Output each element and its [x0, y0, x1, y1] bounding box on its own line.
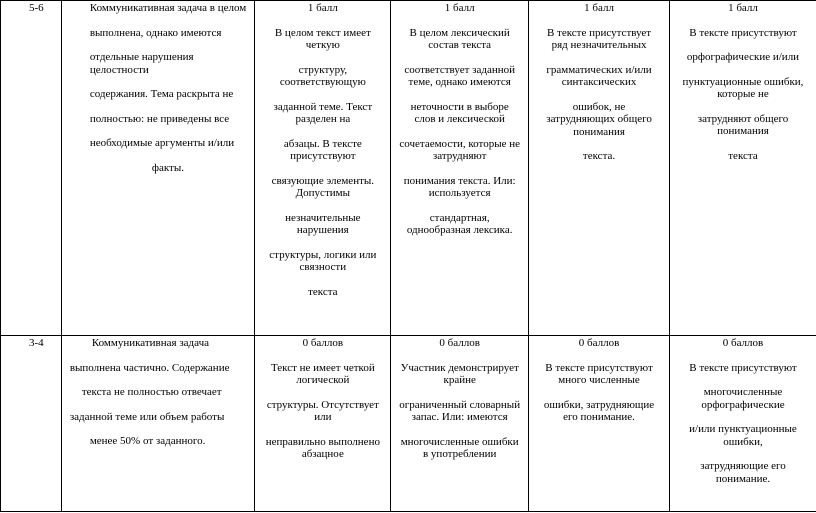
cell-line: структуру, — [298, 63, 348, 76]
cell-line: заданной теме или объем работы — [69, 410, 225, 423]
cell-line: абзацное — [301, 448, 344, 460]
cell-line: текста — [728, 149, 758, 162]
cell-line: грамматических и/или — [546, 63, 652, 76]
cell-line: много численные — [558, 374, 640, 386]
cell-line: заданной теме. Текст — [273, 100, 373, 113]
cell-line: используется — [428, 187, 491, 199]
points-label: 1 балл — [444, 2, 475, 14]
cell-line: присутствуют — [290, 150, 356, 162]
cell-line: выполнена, однако имеются — [89, 26, 222, 39]
cell-line: Коммуникативная задача в целом — [89, 2, 247, 14]
cell-line: однообразная лексика. — [406, 224, 513, 236]
cell-line: ошибки, затрудняющие — [543, 398, 655, 411]
cell-line: затрудняющие его — [700, 460, 786, 472]
structure-cell — [255, 336, 391, 512]
cell-line: неточности в выборе — [410, 100, 509, 113]
cell-line: факты. — [151, 161, 184, 174]
points-label: 0 баллов — [722, 337, 764, 349]
cell-line: Текст не имеет четкой — [270, 361, 375, 374]
cell-line: текста — [308, 285, 338, 298]
cell-line: логической — [296, 374, 350, 386]
table-row — [1, 336, 816, 512]
cell-line: сочетаемости, которые не — [399, 137, 520, 150]
points-label: 1 балл — [307, 2, 338, 14]
score-cell — [1, 336, 62, 512]
points-label: 0 баллов — [578, 337, 620, 349]
cell-line: понимания — [573, 125, 625, 138]
cell-line: затрудняющих общего — [546, 113, 652, 125]
points-label: 0 баллов — [439, 337, 480, 349]
cell-line: стандартная, — [429, 211, 490, 224]
spelling-cell — [669, 1, 816, 336]
cell-line: В целом текст имеет — [274, 26, 371, 39]
spelling-cell — [669, 336, 816, 512]
cell-line: Участник демонстрирует — [400, 361, 519, 374]
cell-line: понимания — [717, 125, 769, 137]
cell-line: четкую — [305, 39, 340, 51]
cell-line: текста не полностью отвечает — [81, 386, 222, 398]
cell-line: отдельные нарушения целостности — [89, 51, 194, 76]
cell-line: В тексте присутствует — [546, 26, 652, 39]
cell-line: Допустимы — [295, 187, 350, 199]
points-label: 1 балл — [584, 2, 614, 14]
cell-line: Коммуникативная задача — [91, 337, 210, 349]
cell-line: ограниченный словарный — [399, 398, 521, 411]
cell-line: полностью: не приведены все — [89, 112, 230, 125]
points-label: 1 балл — [728, 2, 758, 14]
cell-line: орфографические — [701, 398, 785, 411]
cell-line: В тексте присутствуют — [689, 361, 797, 374]
cell-line: многочисленные ошибки — [400, 435, 519, 448]
cell-line: В тексте присутствуют — [689, 26, 797, 39]
cell-line: пунктуационные ошибки, — [682, 75, 804, 88]
cell-line: связующие элементы. — [271, 174, 375, 187]
cell-line: затрудняют общего — [697, 112, 789, 125]
cell-line: понимание. — [715, 472, 771, 485]
points-label: 0 баллов — [302, 337, 344, 349]
cell-line: или — [314, 411, 332, 423]
cell-line: ошибок, не — [572, 100, 626, 113]
cell-line: В целом лексический — [409, 26, 510, 39]
cell-line: синтаксических — [561, 76, 637, 88]
cell-line: ошибки, — [723, 435, 763, 448]
cell-line: и/или пунктуационные — [689, 423, 797, 435]
cell-line: многочисленные — [703, 386, 783, 398]
cell-line: текста. — [582, 150, 616, 162]
grammar-cell — [529, 1, 670, 336]
cell-line: теме, однако имеются — [408, 76, 511, 88]
cell-line: разделен на — [295, 113, 351, 125]
cell-line: которые не — [717, 88, 769, 100]
score-label: 5-6 — [29, 2, 44, 14]
score-label: 3-4 — [29, 337, 44, 349]
cell-line: орфографические и/или — [686, 51, 800, 63]
cell-line: В тексте присутствуют — [545, 361, 653, 374]
cell-line: менее 50% от заданного. — [89, 435, 206, 447]
cell-line: слов и лексической — [414, 113, 505, 125]
cell-line: незначительные — [285, 211, 361, 224]
cell-line: крайне — [443, 374, 476, 386]
lexis-cell — [391, 1, 529, 336]
cell-line: структуры. Отсутствует — [266, 398, 379, 411]
cell-line: структуры, логики или — [269, 248, 377, 261]
cell-line: соответствует заданной — [404, 63, 515, 76]
score-cell — [1, 1, 62, 336]
cell-line: в употреблении — [422, 448, 497, 460]
cell-line: нарушения — [296, 224, 349, 236]
table-row — [1, 1, 816, 336]
cell-line: понимания текста. Или: — [403, 174, 516, 187]
cell-line: абзацы. В тексте — [283, 137, 362, 150]
cell-line: ряд незначительных — [551, 39, 647, 51]
cell-line: неправильно выполнено — [265, 435, 380, 448]
cell-line: его понимание. — [563, 411, 635, 423]
cell-line: выполнена частично. Содержание — [69, 361, 230, 374]
cell-line: запас. Или: имеются — [411, 411, 508, 423]
lexis-cell — [391, 336, 529, 512]
cell-line: связности — [299, 261, 347, 273]
task-cell — [61, 1, 255, 336]
cell-line: необходимые аргументы и/или — [89, 137, 235, 149]
task-cell — [61, 336, 255, 512]
cell-line: затрудняют — [432, 150, 487, 162]
cell-line: содержания. Тема раскрыта не — [89, 88, 234, 100]
cell-line: соответствующую — [279, 76, 366, 88]
structure-cell — [255, 1, 391, 336]
grammar-cell — [529, 336, 670, 512]
cell-line: состав текста — [428, 39, 492, 51]
